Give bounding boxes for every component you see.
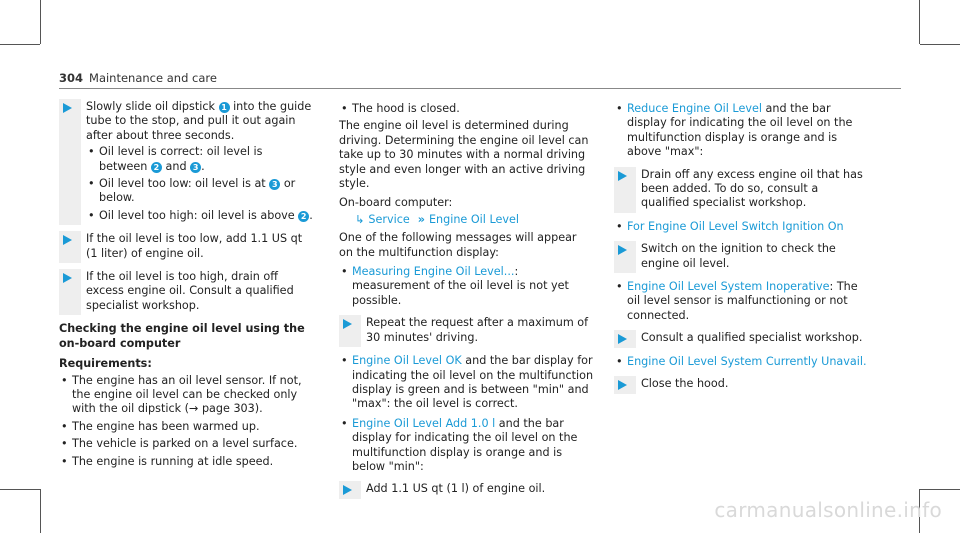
crop-mark — [0, 44, 40, 45]
list-item: • Engine Oil Level Add 1.0 l and the bar display for indicating the oil level on the multifunction display is orange and is below "min": — [339, 417, 594, 475]
step-arrow-icon — [618, 171, 627, 181]
callout-badge-2: 2 — [151, 162, 162, 173]
list-item: • Reduce Engine Oil Level and the bar display for indicating the oil level on the multifunction display is orange and is above "max": — [614, 102, 869, 160]
display-message: Engine Oil Level System Inoperative — [627, 280, 830, 294]
crop-mark — [40, 0, 41, 44]
list-item: • Oil level too low: oil level is at 3 or below. — [86, 177, 314, 206]
onboard-label: On-board computer: — [339, 196, 453, 210]
requirements-label: Requirements: — [59, 357, 152, 371]
menu-path — [339, 213, 594, 227]
crop-mark — [0, 489, 40, 490]
step-arrow-icon — [618, 380, 627, 390]
step-arrow-icon — [63, 273, 72, 283]
crop-mark — [920, 44, 960, 45]
section-heading: Checking the engine oil level using the on-board computer — [59, 322, 305, 350]
list-item: • The hood is closed. — [339, 102, 594, 116]
step-arrow-icon — [343, 319, 352, 329]
list-item — [614, 355, 869, 369]
step-consult-workshop: Consult a qualified specialist workshop. — [614, 331, 869, 345]
display-message: Engine Oil Level System Currently Unavail. — [627, 354, 867, 368]
step-drain-excess: Drain off any excess engine oil that has been added. To do so, consult a qualified specialist workshop. — [614, 168, 869, 211]
step-arrow-icon — [618, 245, 627, 255]
column-right — [614, 100, 869, 401]
step-add-oil: If the oil level is too low, add 1.1 US qt (1 liter) of engine oil. — [59, 232, 314, 261]
callout-badge-3: 3 — [190, 162, 201, 173]
display-message: For Engine Oil Level Switch Ignition On — [627, 219, 844, 233]
watermark: carmanualsonline.info — [714, 498, 942, 522]
section-title: Maintenance and care — [89, 71, 217, 85]
step-slide-dipstick: Slowly slide oil dipstick 1 into the guide tube to the stop, and pull it out again after about three seconds. • Oil level is correct: oil level is between 2 and 3 . • Oil level too low: oil level is at 3 or below. • Oil level too high: oil level is above 2 . — [59, 100, 314, 223]
crop-mark — [919, 0, 920, 44]
list-item: • Engine Oil Level OK and the bar display for indicating the oil level on the multifunction display is green and is between "min" and "max": the oil level is correct. — [339, 354, 594, 412]
list-item: • Engine Oil Level System Inoperative: The oil level sensor is malfunctioning or not connected. — [614, 280, 869, 323]
column-middle — [339, 100, 594, 506]
list-item: • Oil level too high: oil level is above 2 . — [86, 209, 314, 223]
crop-mark — [920, 489, 960, 490]
step-arrow-icon — [618, 334, 627, 344]
step-arrow-icon — [63, 103, 72, 113]
page-number: 304 — [59, 71, 84, 85]
list-item: • The engine has been warmed up. — [59, 420, 314, 434]
crop-mark — [40, 489, 41, 533]
step-close-hood: Close the hood. — [614, 377, 869, 391]
list-item: • Oil level is correct: oil level is between 2 and 3 . — [86, 145, 314, 174]
paragraph: The engine oil level is determined during driving. Determining the engine oil level can take up to 30 minutes with a normal driving style and even longer with an active driving style. — [339, 119, 589, 191]
list-item: • The engine has an oil level sensor. If not, the engine oil level can be checked only with the oil dipstick (→ page 303). — [59, 374, 314, 417]
chevron-right-icon: » — [417, 212, 425, 226]
step-add-oil: Add 1.1 US qt (1 l) of engine oil. — [339, 482, 594, 496]
display-message: Reduce Engine Oil Level — [627, 102, 762, 115]
step-arrow-icon — [343, 485, 352, 495]
list-item: • Measuring Engine Oil Level...: measurement of the oil level is not yet possible. — [339, 265, 594, 308]
step-repeat-request: Repeat the request after a maximum of 30 minutes' driving. — [339, 316, 594, 345]
callout-badge-3: 3 — [269, 179, 280, 190]
callout-badge-1: 1 — [219, 102, 230, 113]
menu-item-service: Service — [368, 212, 410, 226]
column-left — [59, 100, 314, 472]
menu-entry-arrow-icon: ↳ — [355, 212, 365, 226]
page-header — [59, 71, 217, 85]
display-message: Engine Oil Level OK — [352, 354, 462, 368]
list-item: • The vehicle is parked on a level surface. — [59, 437, 314, 451]
header-divider — [59, 88, 901, 89]
step-drain-excess: If the oil level is too high, drain off excess engine oil. Consult a qualified specialist workshop. — [59, 270, 314, 313]
display-message: Engine Oil Level Add 1.0 l — [352, 416, 496, 430]
display-message: Measuring Engine Oil Level... — [352, 265, 515, 279]
menu-item-engine-oil-level: Engine Oil Level — [428, 212, 519, 226]
step-arrow-icon — [63, 235, 72, 245]
callout-badge-2: 2 — [298, 211, 309, 222]
list-item — [614, 220, 869, 234]
step-switch-ignition: Switch on the ignition to check the engine oil level. — [614, 242, 869, 271]
list-item: • The engine is running at idle speed. — [59, 455, 314, 469]
paragraph: One of the following messages will appear on the multifunction display: — [339, 231, 577, 259]
